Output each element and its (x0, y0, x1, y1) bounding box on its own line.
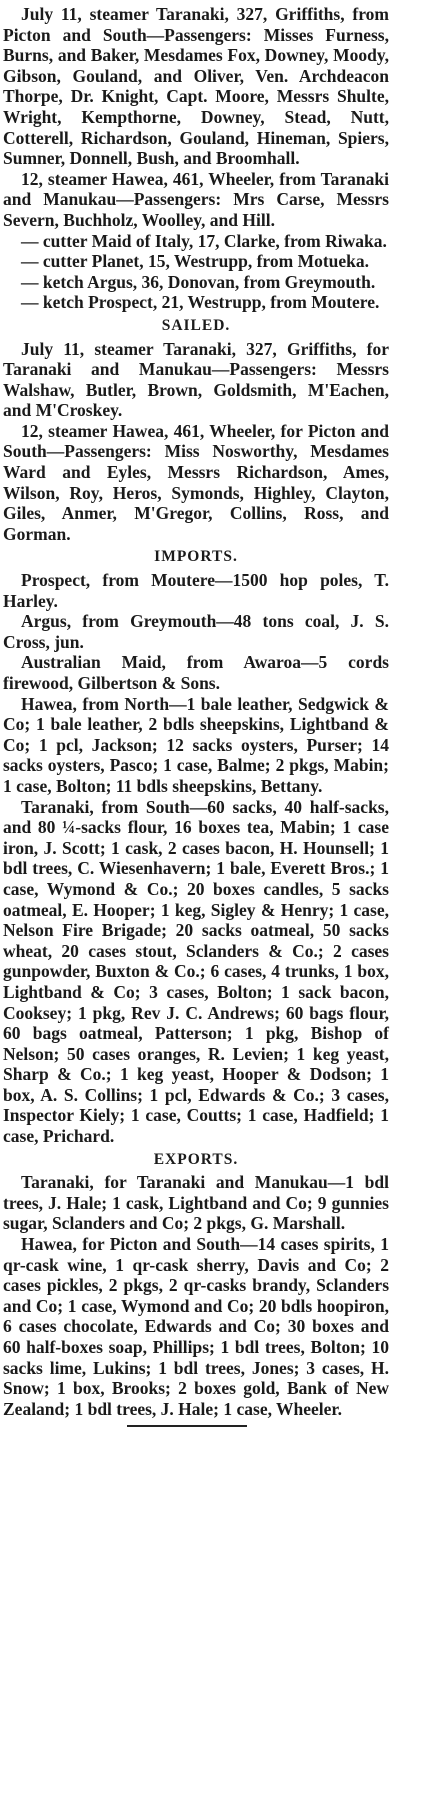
closing-rule (127, 1425, 247, 1427)
arrival-prospect: — ketch Prospect, 21, Westrupp, from Moutere. (21, 292, 380, 313)
import-prospect: Prospect, from Moutere—1500 hop poles, T. Harley. (3, 570, 389, 611)
export-hawea: Hawea, for Picton and South—14 cases spirits, 1 qr-cask wine, 1 qr-cask sherry, Davis and Co; 2 cases pickles, 2 pkgs, 2 qr-casks brandy, Sclanders and Co; 1 case, Wymond and Co; 20 bdls hoopiron, 6 cases chocolate, Edwards and Co; 30 boxes and 60 half-boxes soap, Phillips; 1 bdl trees, Bolton; 10 sacks lime, Lukins; 1 bdl trees, Jones; 3 cases, H. Snow; 1 box, Brooks; 2 boxes gold, Bank of New Zealand; 1 bdl trees, J. Hale; 1 case, Wheeler. (3, 1234, 389, 1419)
import-hawea: Hawea, from North—1 bale leather, Sedgwick & Co; 1 bale leather, 2 bdls sheepskins, Lightband & Co; 1 pcl, Jackson; 12 sacks oysters, Purser; 14 sacks oysters, Pasco; 1 case, Balme; 2 pkgs, Mabin; 1 case, Bolton; 11 bdls sheepskins, Bettany. (3, 693, 389, 796)
arrival-maid-of-italy: — cutter Maid of Italy, 17, Clarke, from Riwaka. (21, 230, 387, 251)
sailed-section (3, 316, 389, 545)
arrival-argus: — ketch Argus, 36, Donovan, from Greymouth. (21, 271, 376, 292)
arrival-taranaki: July 11, steamer Taranaki, 327, Griffiths, from Picton and South—Passengers: Misses Furness, Burns, and Baker, Mesdames Fox, Downey, Moody, Gibson, Gouland, and Oliver, Ven. Archdeacon Thorpe, Dr. Knight, Capt. Moore, Messrs Shulte, Wright, Kempthorne, Downey, Stead, Nutt, Cotterell, Richardson, Gouland, Hineman, Spiers, Sumner, Donnell, Bush, and Broomhall. (3, 4, 389, 169)
imports-heading: IMPORTS. (154, 548, 238, 566)
sailed-taranaki: July 11, steamer Taranaki, 327, Griffiths, for Taranaki and Manukau—Passengers: Messrs Walshaw, Butler, Brown, Goldsmith, M'Eachen, and M'Croskey. (3, 338, 389, 421)
shipping-report (3, 4, 389, 1427)
sailed-hawea: 12, steamer Hawea, 461, Wheeler, for Picton and South—Passengers: Miss Nosworthy, Mesdames Ward and Eyles, Messrs Richardson, Ames, Wilson, Roy, Heros, Symonds, Highley, Clayton, Giles, Anmer, M'Gregor, Collins, Ross, and Gorman. (3, 420, 389, 544)
export-taranaki: Taranaki, for Taranaki and Manukau—1 bdl trees, J. Hale; 1 cask, Lightband and Co; 9 gunnies sugar, Sclanders and Co; 2 pkgs, G. Marshall. (3, 1172, 389, 1234)
sailed-heading: SAILED. (161, 316, 231, 334)
arrival-hawea: 12, steamer Hawea, 461, Wheeler, from Taranaki and Manukau—Passengers: Mrs Carse, Messrs Severn, Buchholz, Woolley, and Hill. (3, 168, 389, 230)
arrivals-section (3, 4, 389, 313)
import-australian-maid: Australian Maid, from Awaroa—5 cords firewood, Gilbertson & Sons. (3, 652, 389, 693)
exports-heading: EXPORTS. (153, 1150, 239, 1168)
imports-section (3, 547, 389, 1146)
arrival-planet: — cutter Planet, 15, Westrupp, from Motueka. (21, 251, 370, 272)
import-taranaki: Taranaki, from South—60 sacks, 40 half-sacks, and 80 ¼-sacks flour, 16 boxes tea, Mabin; 1 case iron, J. Scott; 1 cask, 2 cases bacon, H. Hounsell; 1 bdl trees, C. Wiesenhavern; 1 bale, Everett Bros.; 1 case, Wymond & Co.; 20 boxes candles, 5 sacks oatmeal, E. Hooper; 1 keg, Sigley & Henry; 1 case, Nelson Fire Brigade; 20 sacks oatmeal, 50 sacks wheat, 20 cases stout, Sclanders & Co.; 2 cases gunpowder, Buxton & Co.; 6 cases, 4 trunks, 1 box, Lightband & Co; 3 cases, Bolton; 1 sack bacon, Cooksey; 1 pkg, Rev J. C. Andrews; 60 bags flour, 60 bags oatmeal, Patterson; 1 pkg, Bishop of Nelson; 50 cases oranges, R. Levien; 1 keg yeast, Sharp & Co.; 1 keg yeast, Hooper & Dodson; 1 box, A. S. Collins; 1 pcl, Edwards & Co.; 3 cases, Inspector Kiely; 1 case, Coutts; 1 case, Hadfield; 1 case, Prichard. (3, 796, 389, 1147)
import-argus: Argus, from Greymouth—48 tons coal, J. S. Cross, jun. (3, 611, 389, 652)
exports-section (3, 1150, 389, 1420)
